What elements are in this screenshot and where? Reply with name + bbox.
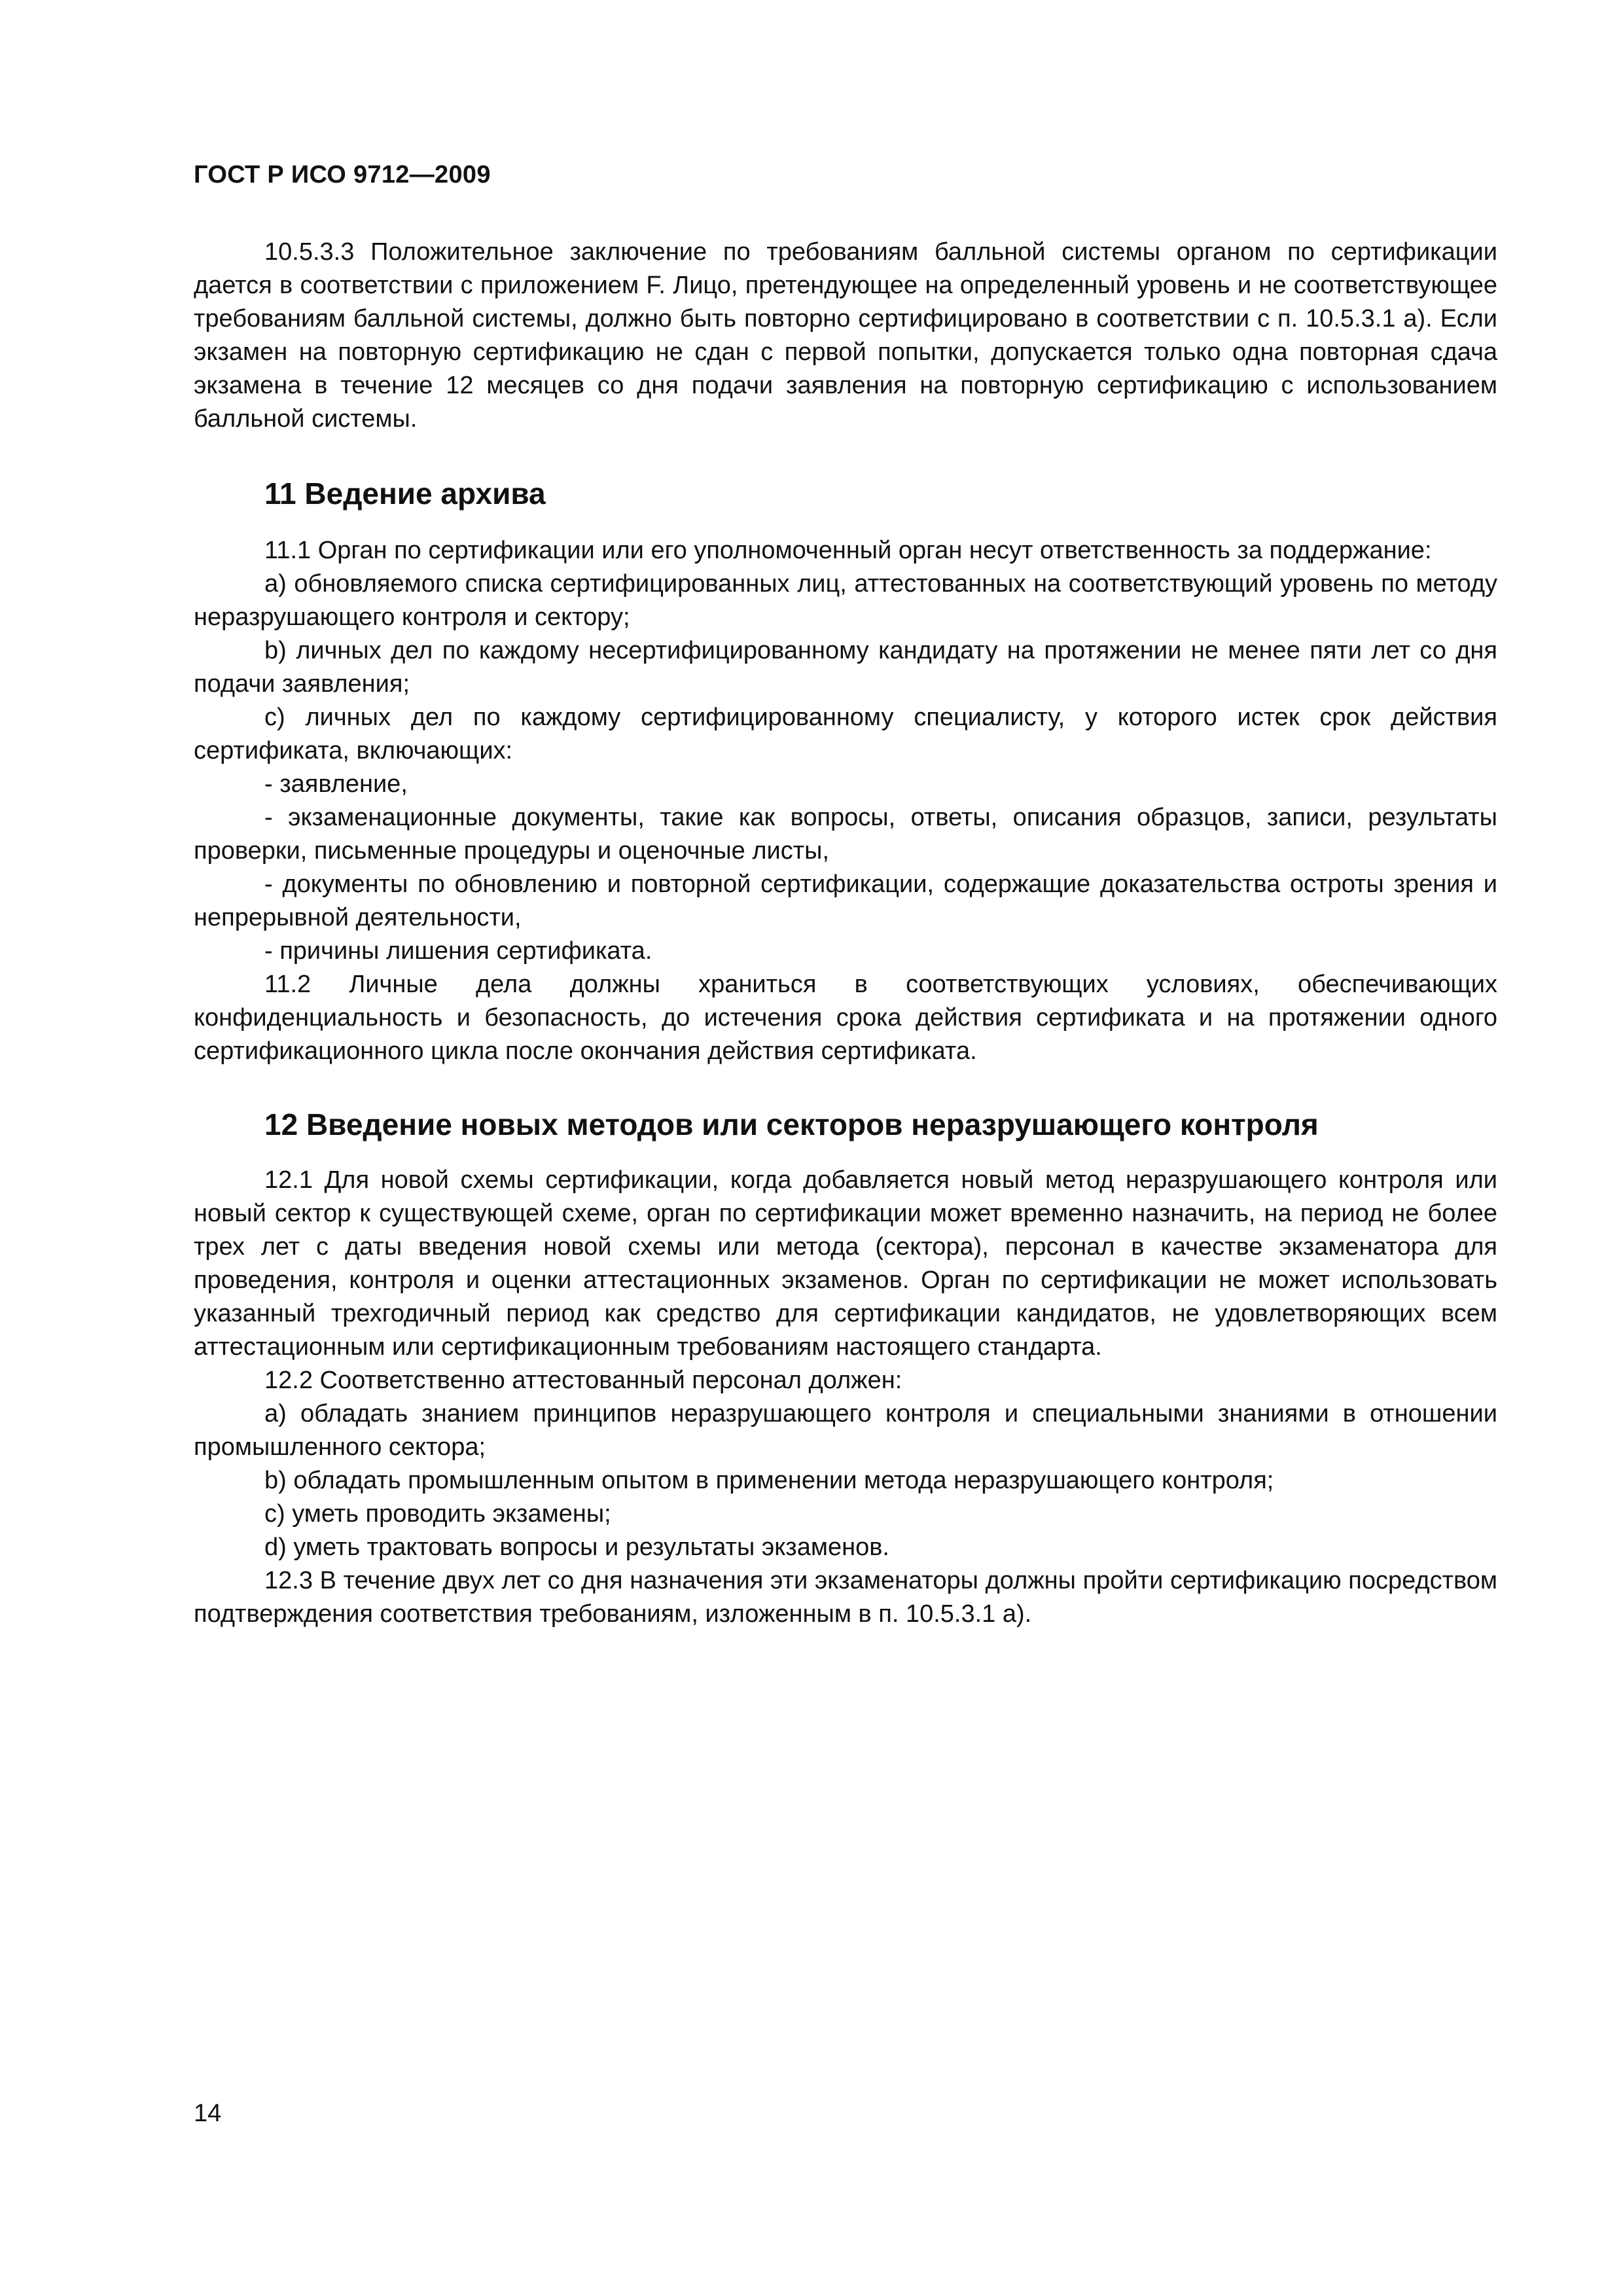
paragraph-11-2: 11.2 Личные дела должны храниться в соответствующих условиях, обеспечивающих конфиденциальность и безопасность, до истечения срока действия сертификата и на протяжении одного сертификационного цикла после окончания действия сертификата.: [194, 971, 1497, 1065]
paragraph-10-5-3-3: 10.5.3.3 Положительное заключение по требованиям балльной системы органом по сертификации дается в соответствии с приложением F. Лицо, претендующее на определенный уровень и не соответствующее требованиям балльной системы, должно быть повторно сертифицировано в соответствии с п. 10.5.3.1 а). Если экзамен на повторную сертификацию не сдан с первой попытки, допускается только одна повторная сдача экзамена в течение 12 месяцев со дня подачи заявления на повторную сертификацию с использованием балльной системы.: [194, 238, 1497, 433]
paragraph-12-3: 12.3 В течение двух лет со дня назначения эти экзаменаторы должны пройти сертификацию посредством подтверждения соответствия требованиям, изложенным в п. 10.5.3.1 а).: [194, 1567, 1497, 1628]
paragraph-12-1: 12.1 Для новой схемы сертификации, когда добавляется новый метод неразрушающего контроля или новый сектор к существующей схеме, орган по сертификации может временно назначить, на период не более трех лет с даты введения новой схемы или метода (сектора), персонал в качестве экзаменатора для проведения, контроля и оценки аттестационных экзаменов. Орган по сертификации не может использовать указанный трехгодичный период как средство для сертификации кандидатов, не удовлетворяющих всем аттестационным или сертификационным требованиям настоящего стандарта.: [194, 1166, 1497, 1361]
list-item-11-1-a: а) обновляемого списка сертифицированных лиц, аттестованных на соответствующий уровень по методу неразрушающего контроля и сектору;: [194, 570, 1497, 631]
dash-item-renewal-documents: - документы по обновлению и повторной сертификации, содержащие доказательства остроты зрения и непрерывной деятельности,: [194, 870, 1497, 931]
page-number: 14: [194, 2100, 222, 2127]
section-12-heading: 12 Введение новых методов или секторов неразрушающего контроля: [264, 1107, 1319, 1141]
list-item-12-2-b: b) обладать промышленным опытом в применении метода неразрушающего контроля;: [264, 1467, 1274, 1494]
list-item-12-2-a: а) обладать знанием принципов неразрушающего контроля и специальными знаниями в отношении промышленного сектора;: [194, 1400, 1497, 1461]
paragraph-11-1: 11.1 Орган по сертификации или его уполномоченный орган несут ответственность за поддержание:: [264, 537, 1432, 564]
dash-item-exam-documents: - экзаменационные документы, такие как вопросы, ответы, описания образцов, записи, результаты проверки, письменные процедуры и оценочные листы,: [194, 804, 1497, 865]
list-item-11-1-c: c) личных дел по каждому сертифицированному специалисту, у которого истек срок действия сертификата, включающих:: [194, 704, 1497, 764]
document-id-header: ГОСТ Р ИСО 9712—2009: [194, 161, 491, 188]
list-item-11-1-b: b) личных дел по каждому несертифицированному кандидату на протяжении не менее пяти лет со дня подачи заявления;: [194, 637, 1497, 698]
list-item-12-2-d: d) уметь трактовать вопросы и результаты экзаменов.: [264, 1534, 889, 1561]
section-11-heading: 11 Ведение архива: [264, 476, 546, 511]
page-content: [194, 236, 1497, 1631]
dash-item-withdrawal-reasons: - причины лишения сертификата.: [264, 937, 652, 965]
list-item-12-2-c: c) уметь проводить экзамены;: [264, 1500, 611, 1528]
dash-item-application: - заявление,: [264, 770, 408, 798]
paragraph-12-2: 12.2 Соответственно аттестованный персонал должен:: [264, 1367, 902, 1394]
